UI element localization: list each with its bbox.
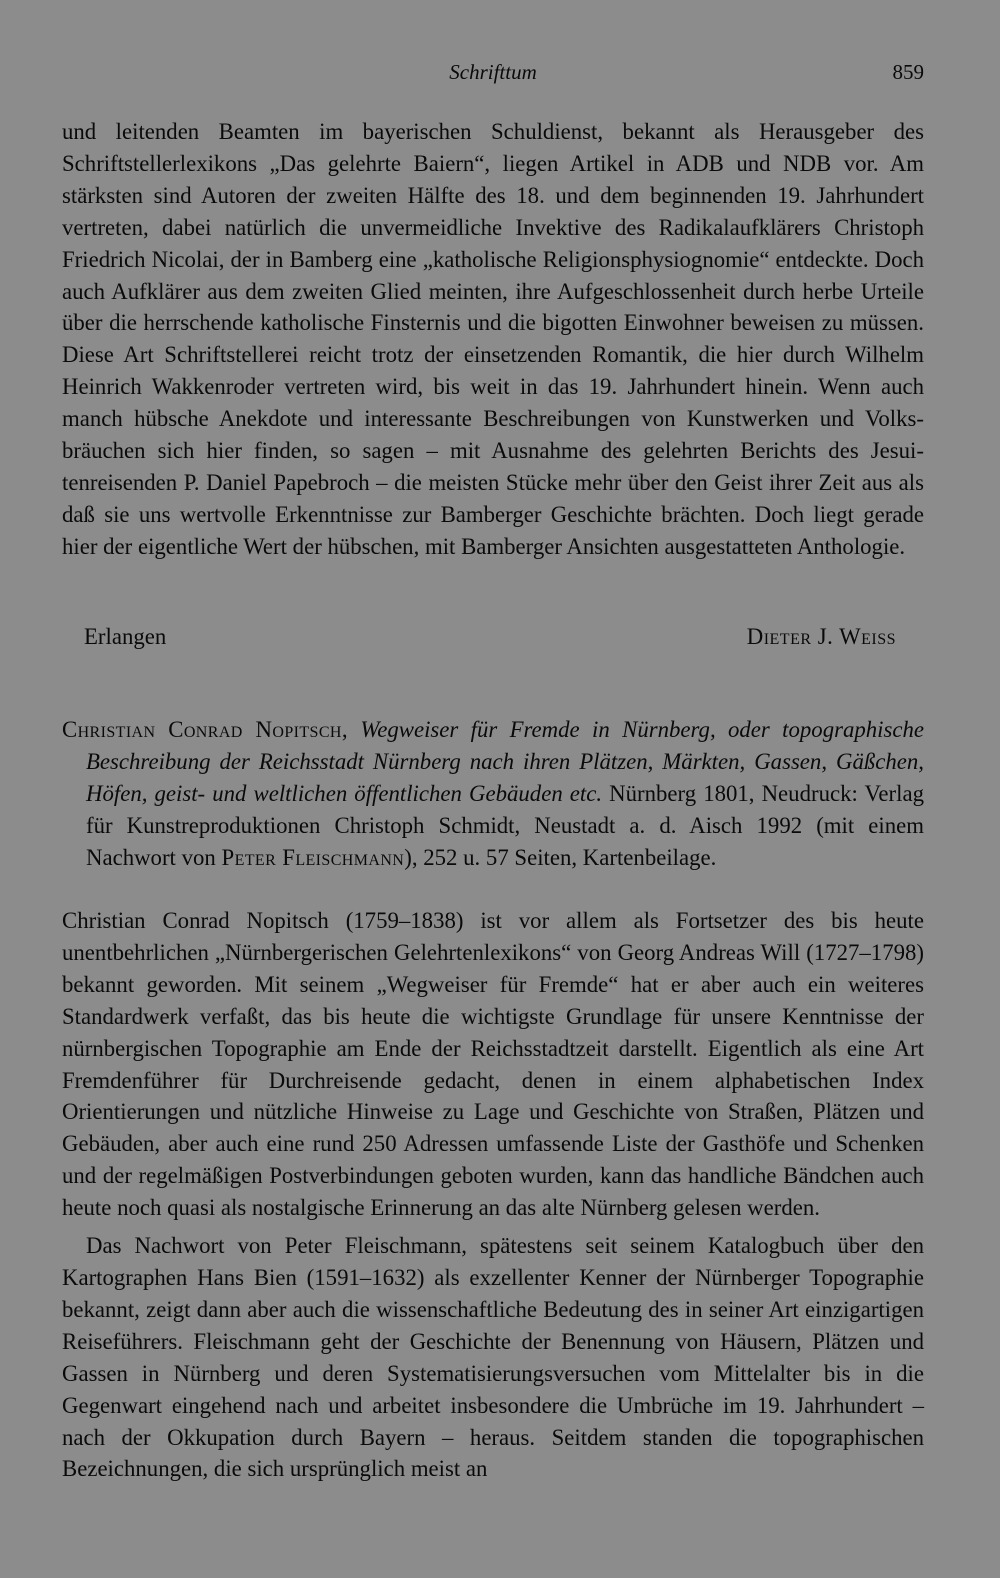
review-continuation (62, 116, 924, 563)
book-extent: ), 252 u. 57 Seiten, Kartenbeilage. (404, 844, 717, 870)
page-number: 859 (892, 60, 924, 84)
review-paragraph: und leitenden Beamten im bayerischen Schuldienst, bekannt als Herausgeber des Schriftstellerlexikons „Das gelehrte Baiern“, liegen Artikel in ADB und NDB vor. Am stärksten sind Autoren der zweiten Hälfte des 18. und dem beginnenden 19. Jahrhundert vertreten, dabei natürlich die unvermeidliche Invektive des Radikalaufklärers Christoph Friedrich Nicolai, der in Bamberg eine „katholische Religionsphysiognomie“ entdeckte. Doch auch Aufklärer aus dem zweiten Glied meinten, ihre Aufgeschlossenheit durch herbe Urteile über die herrschende katholische Finsternis und die bigotten Einwohner beweisen zu müssen. Diese Art Schriftstellerei reicht trotz der einsetzenden Romantik, die hier durch Wilhelm Heinrich Wakkenroder vertreten wird, bis weit in das 19. Jahrhundert hinein. Wenn auch manch hübsche Anekdote und interessante Beschreibungen von Kunstwerken und Volksbräuchen sich hier finden, so sagen – mit Ausnahme des gelehrten Berichts des Jesuitenreisenden P. Daniel Papebroch – die meisten Stücke mehr über den Geist ihrer Zeit aus als daß sie uns wertvolle Erkenntnisse zur Bamberger Geschichte brächten. Doch liegt gerade hier der eigentliche Wert der hübschen, mit Bamberger Ansichten ausgestatteten Anthologie. (62, 119, 924, 559)
afterword-author: Peter Fleischmann (221, 844, 405, 870)
review-body (62, 905, 924, 1485)
book-imprint: Nürnberg 1801, Neudruck: Verlag für Kunstreproduktionen Christoph Schmidt, Neustadt a. d. Aisch 1992 (mit einem Nachwort von (86, 780, 924, 870)
running-title: Schrifttum (449, 60, 537, 84)
book-author: Christian Conrad Nopitsch, (62, 717, 348, 742)
reviewer-name: Dieter J. Weiss (746, 624, 896, 649)
running-head (62, 60, 924, 90)
review-paragraph: Christian Conrad Nopitsch (1759–1838) ist vor allem als Fortsetzer des bis heute unentbehrlichen „Nürnbergerischen Gelehrtenlexikons“ von Georg Andreas Will (1727–1798) bekannt geworden. Mit seinem „Wegweiser für Fremde“ hat er aber auch ein weiteres Standardwerk verfaßt, das bis heute die wichtigste Grundlage für unsere Kenntnisse der nürnbergischen Topographie am Ende der Reichsstadtzeit darstellt. Eigentlich als eine Art Fremdenführer für Durchreisende gedacht, denen in einem alphabetischen Index Orientierungen und nützliche Hinweise zu Lage und Geschichte von Straßen, Plätzen und Gebäuden, aber auch eine rund 250 Adressen umfassende Liste der Gasthöfe und Schenken und der regelmäßigen Postverbindungen geboten wurden, kann das handliche Bändchen auch heute noch quasi als nostalgische Erinnerung an das alte Nürnberg gelesen werden. (62, 908, 924, 1221)
bibliographic-entry (62, 714, 924, 874)
review-signature (84, 621, 896, 653)
review-paragraph: Das Nachwort von Peter Fleischmann, spätestens seit seinem Katalogbuch über den Kartographen Hans Bien (1591–1632) als exzellenter Kenner der Nürnberger Topographie bekannt, zeigt dann aber auch die wissenschaftliche Bedeutung des in seiner Art einzigartigen Reiseführers. Fleischmann geht der Geschichte der Benennung von Häusern, Plätzen und Gassen in Nürnberg und deren Systematisierungsversuchen vom Mittelalter bis in die Gegenwart eingehend nach und arbeitet insbesondere die Umbrüche im 19. Jahrhundert – nach der Okkupation durch Bayern – heraus. Seitdem standen die topographischen Bezeichnungen, die sich ursprünglich meist an (62, 1233, 924, 1482)
book-title: Wegweiser für Fremde in Nürnberg, oder topographische Beschreibung der Reichsstadt Nürnberg nach ihren Plätzen, Märkten, Gassen, Gäßchen, Höfen, geist- und weltlichen öffentlichen Gebäuden etc. (86, 717, 924, 806)
reviewer-place: Erlangen (84, 624, 167, 649)
